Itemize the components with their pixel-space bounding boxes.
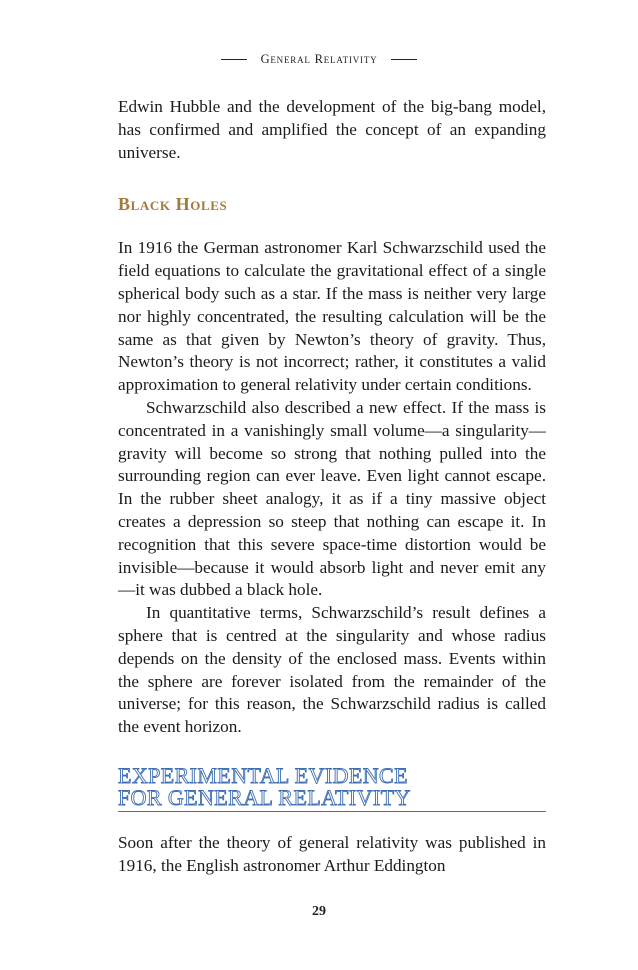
running-head	[0, 52, 638, 67]
section-heading-black-holes: Black Holes	[118, 194, 228, 215]
page-content	[118, 96, 546, 878]
ornament-rule-left	[221, 59, 247, 60]
evidence-paragraph: Soon after the theory of general relativity was published in 1916, the English astronomer Arthur Eddington	[118, 832, 546, 875]
black-holes-paragraph-3: In quantitative terms, Schwarzschild’s result defines a sphere that is centred at the singularity and whose radius depends on the density of the enclosed mass. Events within the sphere are forever isolated from the remainder of the universe; for this reason, the Schwarzschild radius is called the event horizon.	[118, 603, 546, 737]
page-number: 29	[312, 904, 326, 919]
running-title: General Relativity	[260, 52, 378, 66]
intro-paragraph: Edwin Hubble and the development of the big-bang model, has confirmed and amplified the concept of an expanding universe.	[118, 97, 546, 162]
heading-line-2: FOR GENERAL RELATIVITY	[118, 784, 411, 810]
section-heading-experimental-evidence	[118, 762, 546, 812]
black-holes-paragraph-2: Schwarzschild also described a new effect. If the mass is concentrated in a vanishingly small volume—a singularity—gravity will become so strong that nothing pulled into the surrounding region can ever leave. Even light cannot escape. In the rubber sheet analogy, it as if a tiny massive object creates a depression so steep that nothing can escape it. In recognition that this severe space-time distortion would be invisible—because it would absorb light and never emit any—it was dubbed a black hole.	[118, 397, 546, 600]
black-holes-paragraph-1: In 1916 the German astronomer Karl Schwarzschild used the field equations to calculate the gravitational effect of a single spherical body such as a star. If the mass is neither very large nor highly concentrated, the resulting calculation will be the same as that given by Newton’s theory of gravity. Thus, Newton’s theory is not incorrect; rather, it constitutes a valid approximation to general relativity under certain conditions.	[118, 238, 546, 395]
ornament-rule-right	[391, 59, 417, 60]
heading-line-1: EXPERIMENTAL EVIDENCE	[118, 762, 408, 788]
